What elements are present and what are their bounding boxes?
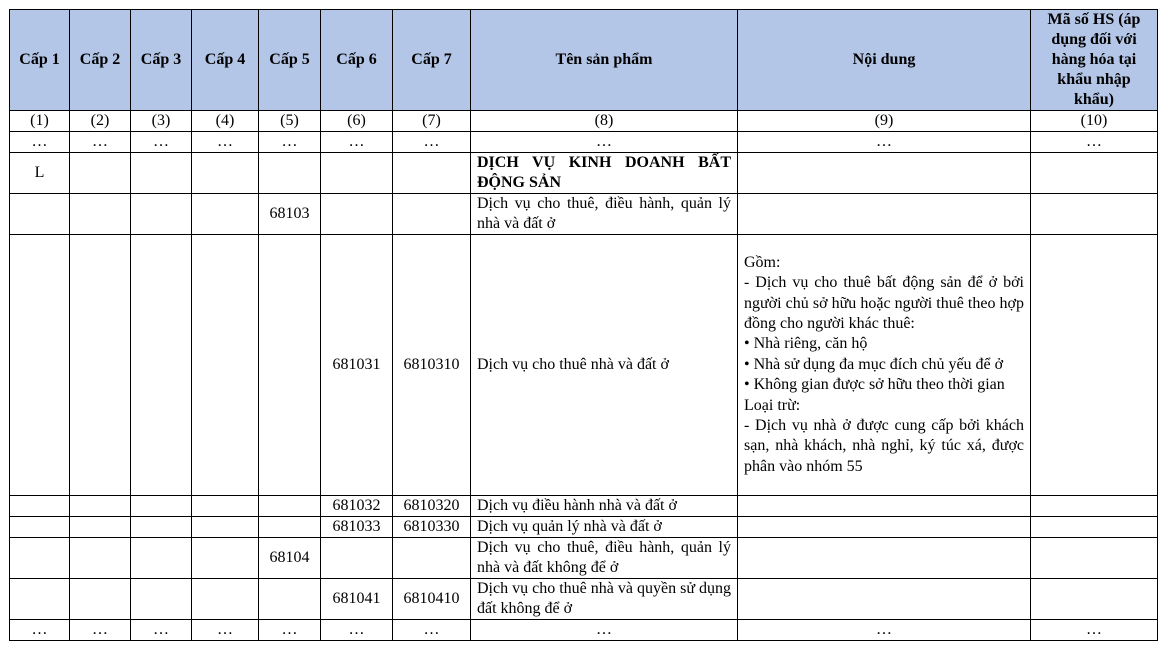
ellipsis-cell: … [70,620,131,641]
product-name-cell: Dịch vụ cho thuê nhà và đất ở [471,235,738,496]
product-name-cell: Dịch vụ cho thuê, điều hành, quản lý nhà và đất ở [471,194,738,235]
product-name-cell: Dịch vụ quản lý nhà và đất ở [471,517,738,538]
empty-cell [70,194,131,235]
colnum-2: (2) [70,111,131,132]
header-cap1: Cấp 1 [10,10,70,111]
empty-cell [70,153,131,194]
empty-cell [321,194,393,235]
ellipsis-cell: … [393,620,471,641]
empty-cell [1031,538,1158,579]
header-cap4: Cấp 4 [192,10,259,111]
empty-cell [1031,235,1158,496]
empty-cell [738,579,1031,620]
empty-cell [192,153,259,194]
ellipsis-cell: … [192,620,259,641]
cap6-cell: 681032 [321,496,393,517]
column-number-row [10,111,1158,132]
empty-cell [321,153,393,194]
product-name-cell: Dịch vụ cho thuê nhà và quyền sử dụng đất không để ở [471,579,738,620]
cap1-cell: L [10,153,70,194]
empty-cell [393,538,471,579]
description-line: - Dịch vụ nhà ở được cung cấp bởi khách sạn, nhà khách, nhà nghỉ, ký túc xá, được phân vào nhóm 55 [744,417,1024,475]
ellipsis-row-bottom [10,620,1158,641]
description-line: • Không gian được sở hữu theo thời gian [744,376,1005,394]
colnum-10: (10) [1031,111,1158,132]
ellipsis-cell: … [738,620,1031,641]
empty-cell [70,235,131,496]
empty-cell [192,496,259,517]
empty-cell [131,194,192,235]
ellipsis-cell: … [393,132,471,153]
product-classification-table [9,9,1158,641]
empty-cell [259,579,321,620]
empty-cell [738,538,1031,579]
empty-cell [70,538,131,579]
ellipsis-row-top [10,132,1158,153]
table-row [10,496,1158,517]
ellipsis-cell: … [192,132,259,153]
description-line: • Nhà sử dụng đa mục đích chủ yếu để ở [744,355,1004,373]
empty-cell [259,496,321,517]
table-row [10,194,1158,235]
ellipsis-cell: … [321,620,393,641]
description-line: • Nhà riêng, căn hộ [744,335,868,353]
header-row [10,10,1158,111]
ellipsis-cell: … [1031,132,1158,153]
empty-cell [738,517,1031,538]
empty-cell [259,517,321,538]
empty-cell [192,538,259,579]
empty-cell [131,496,192,517]
ellipsis-cell: … [471,132,738,153]
cap7-cell: 6810330 [393,517,471,538]
empty-cell [393,153,471,194]
header-cap7: Cấp 7 [393,10,471,111]
description-line: - Dịch vụ cho thuê bất động sản để ở bởi người chủ sở hữu hoặc người thuê theo hợp đồng cho người khác thuê: [744,274,1024,332]
header-cap6: Cấp 6 [321,10,393,111]
empty-cell [192,579,259,620]
empty-cell [1031,496,1158,517]
ellipsis-cell: … [259,620,321,641]
ellipsis-cell: … [738,132,1031,153]
empty-cell [131,153,192,194]
empty-cell [131,517,192,538]
empty-cell [738,194,1031,235]
colnum-1: (1) [10,111,70,132]
table-row [10,517,1158,538]
colnum-3: (3) [131,111,192,132]
empty-cell [10,235,70,496]
empty-cell [131,538,192,579]
colnum-8: (8) [471,111,738,132]
empty-cell [393,194,471,235]
empty-cell [738,153,1031,194]
cap7-cell: 6810410 [393,579,471,620]
empty-cell [1031,194,1158,235]
header-product-name: Tên sản phẩm [471,10,738,111]
empty-cell [321,538,393,579]
cap7-cell: 6810320 [393,496,471,517]
empty-cell [259,235,321,496]
empty-cell [10,538,70,579]
empty-cell [1031,579,1158,620]
empty-cell [10,579,70,620]
product-name-cell: DỊCH VỤ KINH DOANH BẤT ĐỘNG SẢN [471,153,738,194]
empty-cell [70,579,131,620]
empty-cell [1031,517,1158,538]
cap6-cell: 681041 [321,579,393,620]
cap7-cell: 6810310 [393,235,471,496]
cap5-cell: 68103 [259,194,321,235]
header-hs-code: Mã số HS (áp dụng đối với hàng hóa tại khẩu nhập khẩu) [1031,10,1158,111]
ellipsis-cell: … [471,620,738,641]
colnum-6: (6) [321,111,393,132]
ellipsis-cell: … [131,620,192,641]
description-line: Gồm: [744,253,781,271]
empty-cell [10,517,70,538]
table-row [10,579,1158,620]
header-cap3: Cấp 3 [131,10,192,111]
table-row [10,153,1158,194]
ellipsis-cell: … [10,620,70,641]
colnum-7: (7) [393,111,471,132]
header-content: Nội dung [738,10,1031,111]
empty-cell [70,517,131,538]
ellipsis-cell: … [131,132,192,153]
empty-cell [1031,153,1158,194]
colnum-9: (9) [738,111,1031,132]
table-row [10,235,1158,496]
ellipsis-cell: … [70,132,131,153]
cap6-cell: 681033 [321,517,393,538]
empty-cell [192,517,259,538]
empty-cell [192,235,259,496]
empty-cell [10,496,70,517]
cap6-cell: 681031 [321,235,393,496]
ellipsis-cell: … [321,132,393,153]
description-line: Loại trừ: [744,396,801,414]
colnum-5: (5) [259,111,321,132]
empty-cell [70,496,131,517]
ellipsis-cell: … [10,132,70,153]
header-cap5: Cấp 5 [259,10,321,111]
empty-cell [738,496,1031,517]
cap5-cell: 68104 [259,538,321,579]
empty-cell [259,153,321,194]
description-cell [738,235,1031,496]
product-name-cell: Dịch vụ điều hành nhà và đất ở [471,496,738,517]
empty-cell [131,579,192,620]
ellipsis-cell: … [1031,620,1158,641]
empty-cell [131,235,192,496]
empty-cell [10,194,70,235]
colnum-4: (4) [192,111,259,132]
empty-cell [192,194,259,235]
ellipsis-cell: … [259,132,321,153]
table-row [10,538,1158,579]
product-name-cell: Dịch vụ cho thuê, điều hành, quản lý nhà và đất không để ở [471,538,738,579]
header-cap2: Cấp 2 [70,10,131,111]
